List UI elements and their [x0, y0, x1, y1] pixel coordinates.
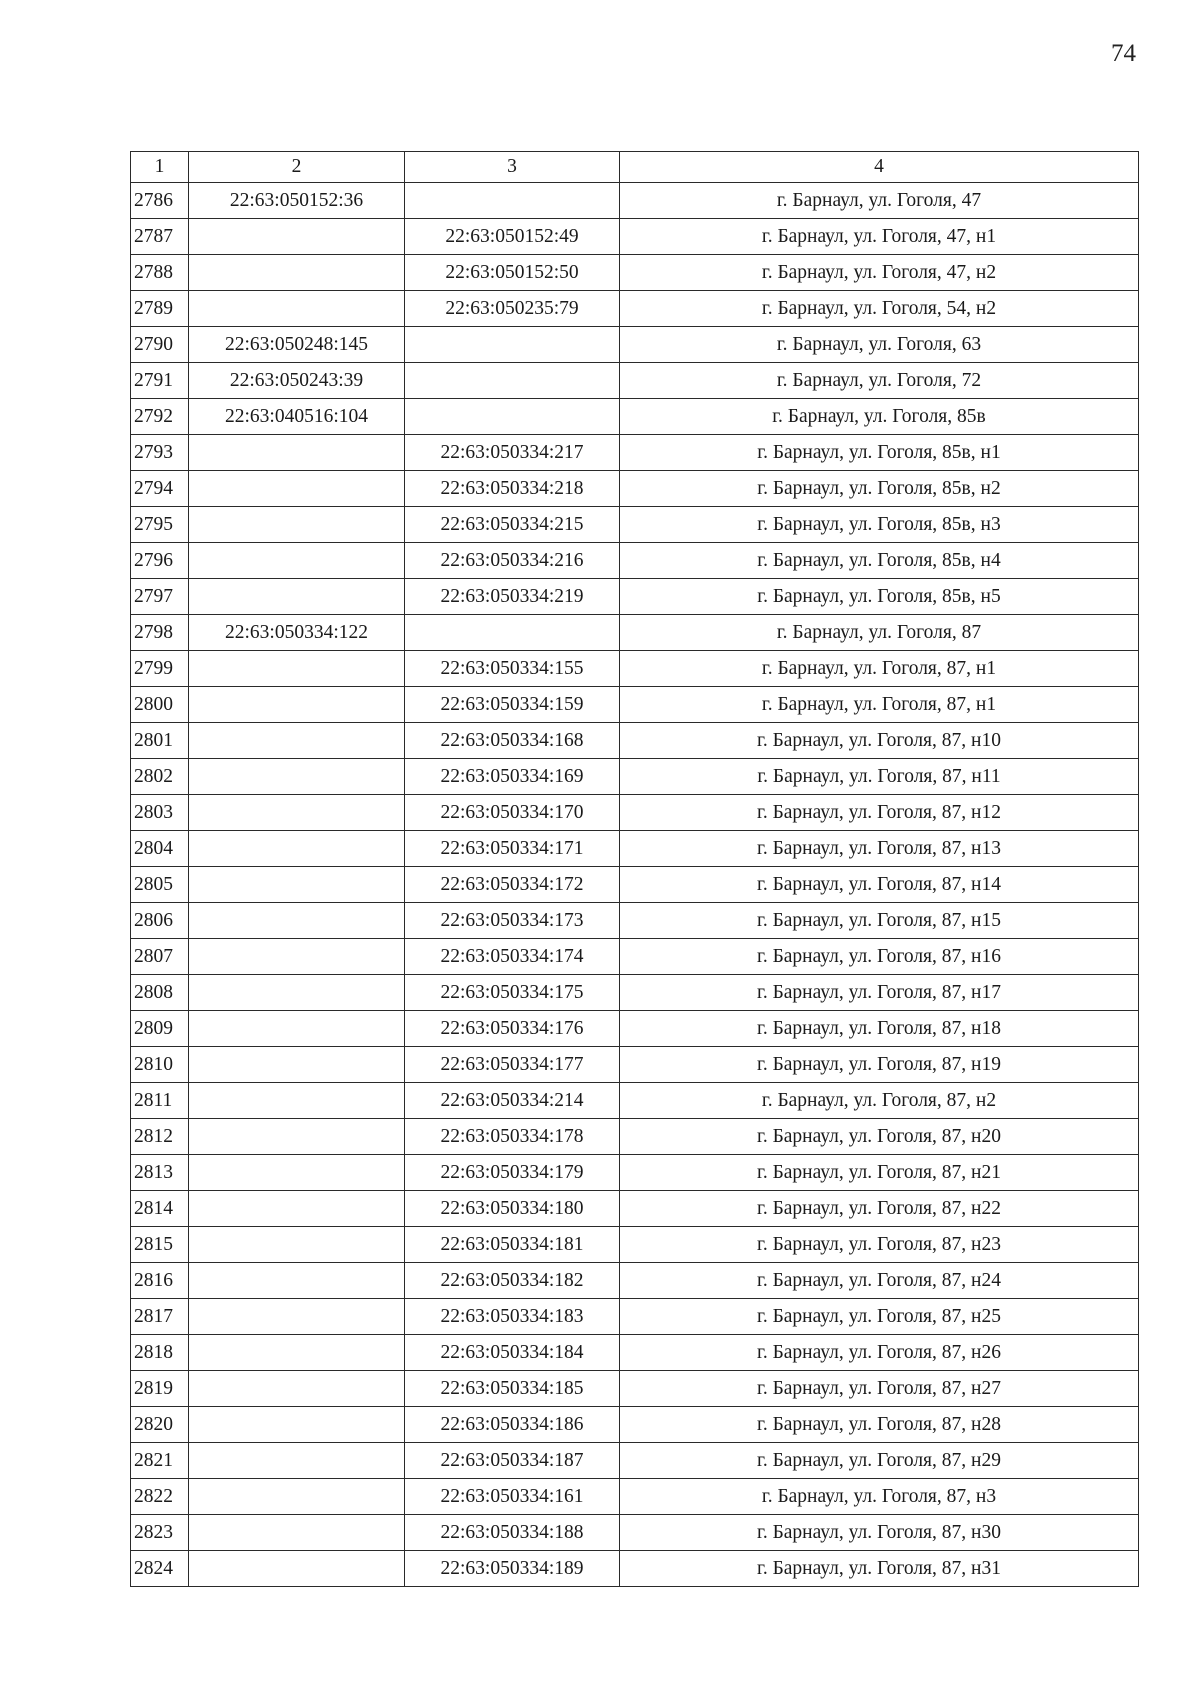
premises-cadastral-number-cell: 22:63:050334:217 [405, 435, 620, 471]
premises-cadastral-number-cell: 22:63:050334:215 [405, 507, 620, 543]
row-number-cell: 2817 [131, 1299, 189, 1335]
parcel-cadastral-number-cell [189, 651, 405, 687]
row-number-cell: 2820 [131, 1407, 189, 1443]
parcel-cadastral-number-cell [189, 903, 405, 939]
address-cell: г. Барнаул, ул. Гоголя, 54, н2 [620, 291, 1139, 327]
premises-cadastral-number-cell: 22:63:050235:79 [405, 291, 620, 327]
address-cell: г. Барнаул, ул. Гоголя, 87, н27 [620, 1371, 1139, 1407]
premises-cadastral-number-cell: 22:63:050334:185 [405, 1371, 620, 1407]
registry-table [130, 151, 1139, 1587]
row-number-cell: 2786 [131, 183, 189, 219]
table-row [131, 1227, 1139, 1263]
address-cell: г. Барнаул, ул. Гоголя, 72 [620, 363, 1139, 399]
table-row [131, 507, 1139, 543]
parcel-cadastral-number-cell [189, 1083, 405, 1119]
premises-cadastral-number-cell: 22:63:050334:181 [405, 1227, 620, 1263]
table-row [131, 579, 1139, 615]
address-cell: г. Барнаул, ул. Гоголя, 87, н15 [620, 903, 1139, 939]
parcel-cadastral-number-cell [189, 219, 405, 255]
table-row [131, 867, 1139, 903]
table-row [131, 471, 1139, 507]
table-row [131, 399, 1139, 435]
table-row [131, 1083, 1139, 1119]
premises-cadastral-number-cell: 22:63:050334:182 [405, 1263, 620, 1299]
address-cell: г. Барнаул, ул. Гоголя, 87, н18 [620, 1011, 1139, 1047]
row-number-cell: 2801 [131, 723, 189, 759]
parcel-cadastral-number-cell [189, 543, 405, 579]
row-number-cell: 2805 [131, 867, 189, 903]
parcel-cadastral-number-cell [189, 255, 405, 291]
table-body [131, 183, 1139, 1587]
parcel-cadastral-number-cell [189, 1335, 405, 1371]
address-cell: г. Барнаул, ул. Гоголя, 85в, н2 [620, 471, 1139, 507]
premises-cadastral-number-cell: 22:63:050334:168 [405, 723, 620, 759]
table-row [131, 1407, 1139, 1443]
parcel-cadastral-number-cell [189, 795, 405, 831]
parcel-cadastral-number-cell [189, 1155, 405, 1191]
table-row [131, 1011, 1139, 1047]
address-cell: г. Барнаул, ул. Гоголя, 87, н21 [620, 1155, 1139, 1191]
parcel-cadastral-number-cell [189, 723, 405, 759]
row-number-cell: 2795 [131, 507, 189, 543]
parcel-cadastral-number-cell: 22:63:050334:122 [189, 615, 405, 651]
row-number-cell: 2814 [131, 1191, 189, 1227]
row-number-cell: 2821 [131, 1443, 189, 1479]
parcel-cadastral-number-cell [189, 1407, 405, 1443]
row-number-cell: 2808 [131, 975, 189, 1011]
address-cell: г. Барнаул, ул. Гоголя, 87, н29 [620, 1443, 1139, 1479]
parcel-cadastral-number-cell [189, 1479, 405, 1515]
premises-cadastral-number-cell: 22:63:050334:219 [405, 579, 620, 615]
table-row [131, 1047, 1139, 1083]
row-number-cell: 2802 [131, 759, 189, 795]
premises-cadastral-number-cell: 22:63:050334:189 [405, 1551, 620, 1587]
table-row [131, 759, 1139, 795]
parcel-cadastral-number-cell [189, 435, 405, 471]
table-row [131, 1335, 1139, 1371]
table-row [131, 1119, 1139, 1155]
column-header-2: 2 [189, 152, 405, 183]
parcel-cadastral-number-cell: 22:63:050152:36 [189, 183, 405, 219]
address-cell: г. Барнаул, ул. Гоголя, 85в, н1 [620, 435, 1139, 471]
parcel-cadastral-number-cell [189, 975, 405, 1011]
table-row [131, 1191, 1139, 1227]
parcel-cadastral-number-cell [189, 1515, 405, 1551]
address-cell: г. Барнаул, ул. Гоголя, 87, н22 [620, 1191, 1139, 1227]
premises-cadastral-number-cell: 22:63:050334:178 [405, 1119, 620, 1155]
address-cell: г. Барнаул, ул. Гоголя, 87, н31 [620, 1551, 1139, 1587]
address-cell: г. Барнаул, ул. Гоголя, 87, н28 [620, 1407, 1139, 1443]
premises-cadastral-number-cell: 22:63:050334:170 [405, 795, 620, 831]
address-cell: г. Барнаул, ул. Гоголя, 47, н1 [620, 219, 1139, 255]
parcel-cadastral-number-cell: 22:63:040516:104 [189, 399, 405, 435]
table-row [131, 651, 1139, 687]
address-cell: г. Барнаул, ул. Гоголя, 87, н23 [620, 1227, 1139, 1263]
premises-cadastral-number-cell: 22:63:050334:177 [405, 1047, 620, 1083]
table-row [131, 543, 1139, 579]
row-number-cell: 2793 [131, 435, 189, 471]
table-row [131, 615, 1139, 651]
row-number-cell: 2791 [131, 363, 189, 399]
table-row [131, 723, 1139, 759]
premises-cadastral-number-cell: 22:63:050334:172 [405, 867, 620, 903]
table-row [131, 831, 1139, 867]
table-row [131, 903, 1139, 939]
table-row [131, 255, 1139, 291]
parcel-cadastral-number-cell [189, 1227, 405, 1263]
parcel-cadastral-number-cell [189, 1263, 405, 1299]
parcel-cadastral-number-cell [189, 1047, 405, 1083]
parcel-cadastral-number-cell [189, 759, 405, 795]
premises-cadastral-number-cell: 22:63:050334:186 [405, 1407, 620, 1443]
premises-cadastral-number-cell: 22:63:050334:179 [405, 1155, 620, 1191]
premises-cadastral-number-cell: 22:63:050334:155 [405, 651, 620, 687]
table-row [131, 1299, 1139, 1335]
address-cell: г. Барнаул, ул. Гоголя, 63 [620, 327, 1139, 363]
premises-cadastral-number-cell: 22:63:050152:50 [405, 255, 620, 291]
table-row [131, 975, 1139, 1011]
parcel-cadastral-number-cell [189, 507, 405, 543]
row-number-cell: 2798 [131, 615, 189, 651]
row-number-cell: 2811 [131, 1083, 189, 1119]
address-cell: г. Барнаул, ул. Гоголя, 87, н2 [620, 1083, 1139, 1119]
parcel-cadastral-number-cell: 22:63:050243:39 [189, 363, 405, 399]
table-row [131, 1371, 1139, 1407]
address-cell: г. Барнаул, ул. Гоголя, 87, н16 [620, 939, 1139, 975]
row-number-cell: 2806 [131, 903, 189, 939]
table-row [131, 1443, 1139, 1479]
table-header [131, 152, 1139, 183]
row-number-cell: 2788 [131, 255, 189, 291]
column-header-1: 1 [131, 152, 189, 183]
column-header-3: 3 [405, 152, 620, 183]
premises-cadastral-number-cell: 22:63:050334:218 [405, 471, 620, 507]
address-cell: г. Барнаул, ул. Гоголя, 85в, н3 [620, 507, 1139, 543]
table-row [131, 1479, 1139, 1515]
address-cell: г. Барнаул, ул. Гоголя, 87, н17 [620, 975, 1139, 1011]
address-cell: г. Барнаул, ул. Гоголя, 87, н20 [620, 1119, 1139, 1155]
parcel-cadastral-number-cell [189, 1011, 405, 1047]
address-cell: г. Барнаул, ул. Гоголя, 87 [620, 615, 1139, 651]
address-cell: г. Барнаул, ул. Гоголя, 87, н13 [620, 831, 1139, 867]
address-cell: г. Барнаул, ул. Гоголя, 47 [620, 183, 1139, 219]
premises-cadastral-number-cell: 22:63:050334:174 [405, 939, 620, 975]
address-cell: г. Барнаул, ул. Гоголя, 85в, н5 [620, 579, 1139, 615]
address-cell: г. Барнаул, ул. Гоголя, 87, н30 [620, 1515, 1139, 1551]
address-cell: г. Барнаул, ул. Гоголя, 85в [620, 399, 1139, 435]
premises-cadastral-number-cell: 22:63:050334:188 [405, 1515, 620, 1551]
address-cell: г. Барнаул, ул. Гоголя, 85в, н4 [620, 543, 1139, 579]
parcel-cadastral-number-cell [189, 1119, 405, 1155]
premises-cadastral-number-cell: 22:63:050334:176 [405, 1011, 620, 1047]
parcel-cadastral-number-cell [189, 939, 405, 975]
table-row [131, 291, 1139, 327]
row-number-cell: 2816 [131, 1263, 189, 1299]
address-cell: г. Барнаул, ул. Гоголя, 87, н25 [620, 1299, 1139, 1335]
row-number-cell: 2787 [131, 219, 189, 255]
table-row [131, 1551, 1139, 1587]
address-cell: г. Барнаул, ул. Гоголя, 87, н1 [620, 651, 1139, 687]
row-number-cell: 2796 [131, 543, 189, 579]
premises-cadastral-number-cell [405, 183, 620, 219]
parcel-cadastral-number-cell [189, 1371, 405, 1407]
table-row [131, 1515, 1139, 1551]
premises-cadastral-number-cell: 22:63:050334:216 [405, 543, 620, 579]
premises-cadastral-number-cell [405, 399, 620, 435]
column-header-4: 4 [620, 152, 1139, 183]
premises-cadastral-number-cell [405, 363, 620, 399]
address-cell: г. Барнаул, ул. Гоголя, 87, н11 [620, 759, 1139, 795]
row-number-cell: 2797 [131, 579, 189, 615]
address-cell: г. Барнаул, ул. Гоголя, 87, н19 [620, 1047, 1139, 1083]
row-number-cell: 2799 [131, 651, 189, 687]
address-cell: г. Барнаул, ул. Гоголя, 87, н1 [620, 687, 1139, 723]
premises-cadastral-number-cell: 22:63:050334:161 [405, 1479, 620, 1515]
row-number-cell: 2818 [131, 1335, 189, 1371]
premises-cadastral-number-cell [405, 615, 620, 651]
parcel-cadastral-number-cell [189, 1191, 405, 1227]
premises-cadastral-number-cell: 22:63:050334:214 [405, 1083, 620, 1119]
row-number-cell: 2804 [131, 831, 189, 867]
parcel-cadastral-number-cell [189, 291, 405, 327]
table-row [131, 939, 1139, 975]
table-row [131, 1155, 1139, 1191]
row-number-cell: 2815 [131, 1227, 189, 1263]
table-header-row [131, 152, 1139, 183]
premises-cadastral-number-cell: 22:63:050334:171 [405, 831, 620, 867]
parcel-cadastral-number-cell [189, 579, 405, 615]
table-row [131, 1263, 1139, 1299]
row-number-cell: 2803 [131, 795, 189, 831]
parcel-cadastral-number-cell [189, 1551, 405, 1587]
row-number-cell: 2819 [131, 1371, 189, 1407]
row-number-cell: 2824 [131, 1551, 189, 1587]
parcel-cadastral-number-cell [189, 1443, 405, 1479]
premises-cadastral-number-cell: 22:63:050334:184 [405, 1335, 620, 1371]
parcel-cadastral-number-cell [189, 471, 405, 507]
row-number-cell: 2794 [131, 471, 189, 507]
address-cell: г. Барнаул, ул. Гоголя, 87, н26 [620, 1335, 1139, 1371]
address-cell: г. Барнаул, ул. Гоголя, 87, н12 [620, 795, 1139, 831]
parcel-cadastral-number-cell [189, 831, 405, 867]
address-cell: г. Барнаул, ул. Гоголя, 87, н24 [620, 1263, 1139, 1299]
address-cell: г. Барнаул, ул. Гоголя, 87, н10 [620, 723, 1139, 759]
row-number-cell: 2792 [131, 399, 189, 435]
address-cell: г. Барнаул, ул. Гоголя, 87, н14 [620, 867, 1139, 903]
premises-cadastral-number-cell: 22:63:050334:180 [405, 1191, 620, 1227]
table-row [131, 183, 1139, 219]
address-cell: г. Барнаул, ул. Гоголя, 87, н3 [620, 1479, 1139, 1515]
table-row [131, 363, 1139, 399]
table-row [131, 219, 1139, 255]
premises-cadastral-number-cell: 22:63:050152:49 [405, 219, 620, 255]
row-number-cell: 2822 [131, 1479, 189, 1515]
table-row [131, 687, 1139, 723]
table-row [131, 327, 1139, 363]
row-number-cell: 2807 [131, 939, 189, 975]
parcel-cadastral-number-cell [189, 687, 405, 723]
row-number-cell: 2812 [131, 1119, 189, 1155]
premises-cadastral-number-cell [405, 327, 620, 363]
parcel-cadastral-number-cell: 22:63:050248:145 [189, 327, 405, 363]
parcel-cadastral-number-cell [189, 1299, 405, 1335]
premises-cadastral-number-cell: 22:63:050334:183 [405, 1299, 620, 1335]
premises-cadastral-number-cell: 22:63:050334:187 [405, 1443, 620, 1479]
premises-cadastral-number-cell: 22:63:050334:169 [405, 759, 620, 795]
row-number-cell: 2790 [131, 327, 189, 363]
premises-cadastral-number-cell: 22:63:050334:175 [405, 975, 620, 1011]
row-number-cell: 2789 [131, 291, 189, 327]
premises-cadastral-number-cell: 22:63:050334:159 [405, 687, 620, 723]
page-number: 74 [1111, 40, 1136, 67]
table-row [131, 435, 1139, 471]
table-row [131, 795, 1139, 831]
parcel-cadastral-number-cell [189, 867, 405, 903]
row-number-cell: 2809 [131, 1011, 189, 1047]
premises-cadastral-number-cell: 22:63:050334:173 [405, 903, 620, 939]
row-number-cell: 2813 [131, 1155, 189, 1191]
address-cell: г. Барнаул, ул. Гоголя, 47, н2 [620, 255, 1139, 291]
row-number-cell: 2823 [131, 1515, 189, 1551]
row-number-cell: 2800 [131, 687, 189, 723]
row-number-cell: 2810 [131, 1047, 189, 1083]
